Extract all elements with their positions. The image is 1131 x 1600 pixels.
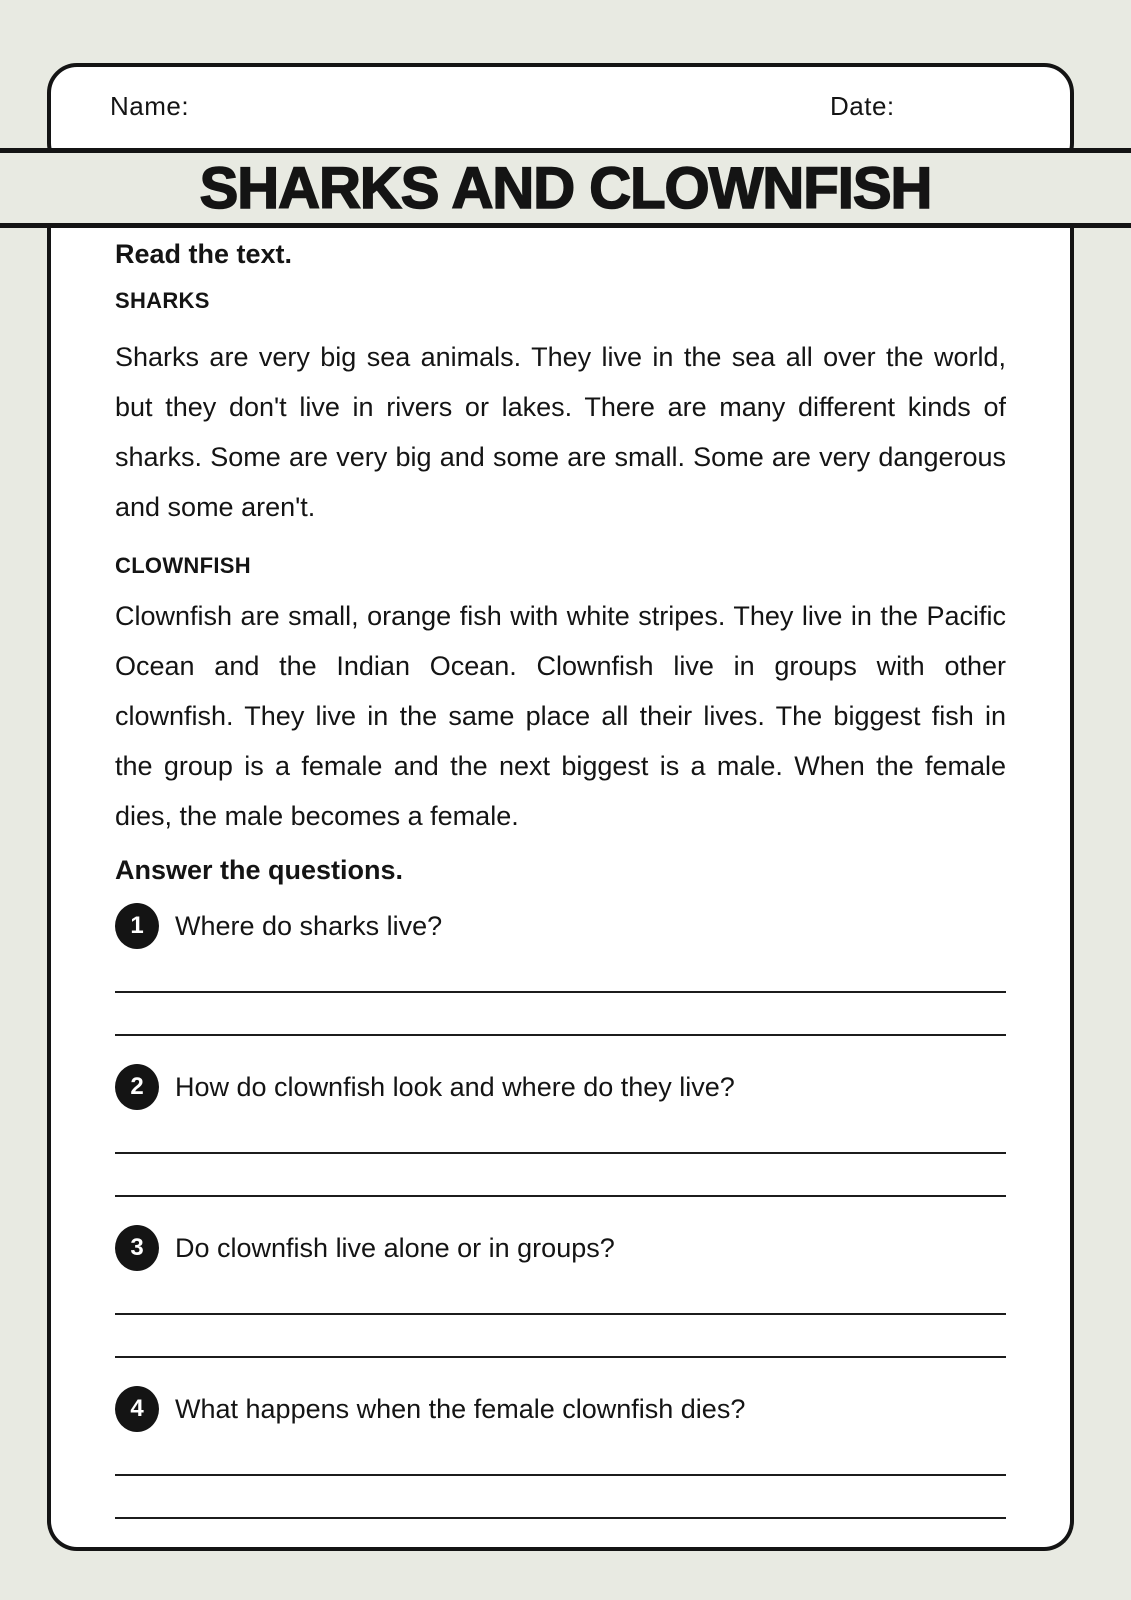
- question-number: 3: [130, 1234, 144, 1261]
- passage-line: and some aren't.: [115, 492, 316, 522]
- read-instruction: Read the text.: [115, 239, 293, 269]
- sharks-heading: SHARKS: [115, 288, 210, 313]
- question-number-badge: [115, 1064, 159, 1110]
- passage-line: Sharks are very big sea animals. They live in the sea all over the world,: [115, 342, 1006, 372]
- page-title: SHARKS AND CLOWNFISH: [199, 155, 932, 221]
- question-text: Where do sharks live?: [175, 911, 443, 941]
- question-number-badge: [115, 903, 159, 949]
- answer-blank-line: [115, 991, 1006, 993]
- question-number: 2: [130, 1073, 144, 1100]
- passage-line: clownfish. They live in the same place all their lives. The biggest fish in: [115, 701, 1006, 731]
- question-row-4: [115, 1386, 1006, 1432]
- answer-blank-line: [115, 1313, 1006, 1315]
- question-text: Do clownfish live alone or in groups?: [175, 1233, 615, 1263]
- answer-instruction: Answer the questions.: [115, 855, 404, 885]
- sharks-passage: [115, 332, 1006, 532]
- question-number-badge: [115, 1225, 159, 1271]
- name-label: Name:: [110, 91, 190, 121]
- clownfish-passage: [115, 591, 1006, 841]
- question-row-3: [115, 1225, 1006, 1271]
- question-number: 1: [130, 912, 144, 939]
- worksheet-content: [51, 200, 1070, 1519]
- question-number: 4: [130, 1395, 144, 1422]
- question-number-badge: [115, 1386, 159, 1432]
- title-band: [0, 148, 1131, 228]
- question-row-1: [115, 903, 1006, 949]
- clownfish-heading: CLOWNFISH: [115, 553, 251, 578]
- question-row-2: [115, 1064, 1006, 1110]
- passage-line: sharks. Some are very big and some are small. Some are very dangerous: [115, 442, 1006, 472]
- date-label: Date:: [830, 91, 895, 121]
- answer-blank-line: [115, 1474, 1006, 1476]
- passage-line: the group is a female and the next biggest is a male. When the female: [115, 751, 1006, 781]
- answer-blank-line: [115, 1517, 1006, 1519]
- passage-line: but they don't live in rivers or lakes. There are many different kinds of: [115, 392, 1006, 422]
- question-text: How do clownfish look and where do they live?: [175, 1072, 735, 1102]
- answer-blank-line: [115, 1195, 1006, 1197]
- passage-line: dies, the male becomes a female.: [115, 801, 519, 831]
- answer-blank-line: [115, 1356, 1006, 1358]
- worksheet-body: [47, 200, 1074, 1551]
- answer-blank-line: [115, 1034, 1006, 1036]
- question-text: What happens when the female clownfish dies?: [175, 1394, 746, 1424]
- answer-blank-line: [115, 1152, 1006, 1154]
- passage-line: Ocean and the Indian Ocean. Clownfish live in groups with other: [115, 651, 1006, 681]
- passage-line: Clownfish are small, orange fish with white stripes. They live in the Pacific: [115, 601, 1006, 631]
